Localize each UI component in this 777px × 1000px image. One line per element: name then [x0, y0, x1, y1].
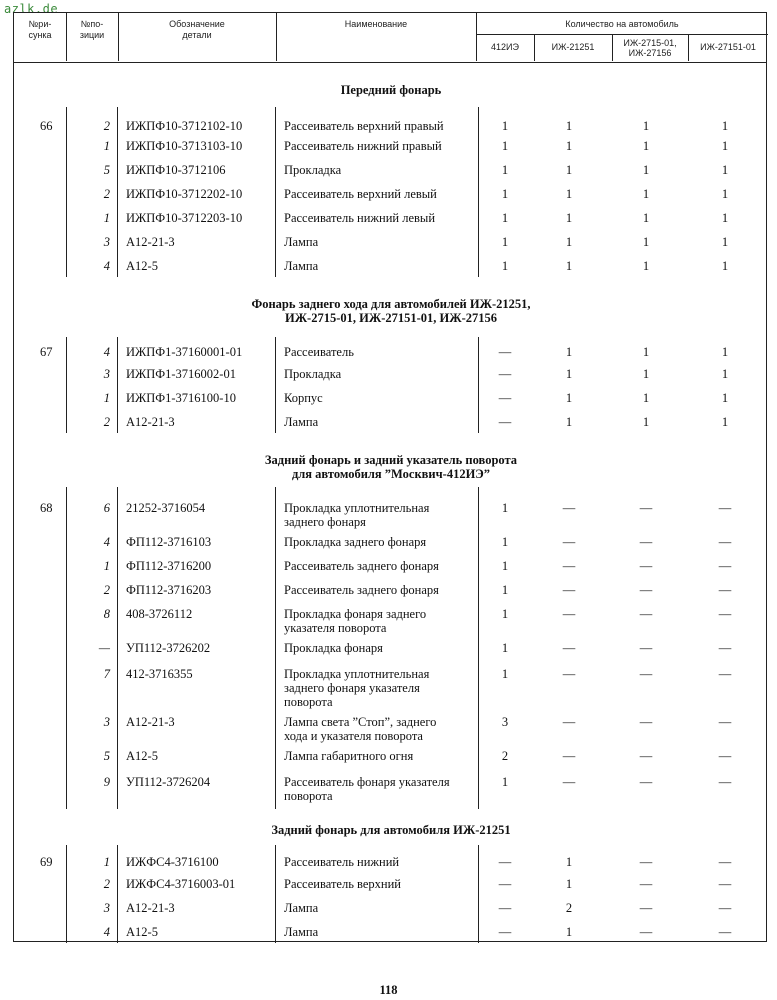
header-izh-21251: ИЖ-21251: [551, 42, 595, 52]
position-number: 6: [103, 501, 110, 515]
section-title: Задний фонарь для автомобиля ИЖ-21251: [271, 823, 511, 837]
position-number: 5: [103, 163, 110, 177]
position-number: 1: [103, 559, 110, 573]
quantity-cell: —: [718, 775, 732, 789]
quantity-cell: —: [639, 749, 653, 763]
position-number: 2: [103, 877, 110, 891]
header-quantity: Количество на автомобиль: [565, 19, 679, 29]
part-name: Лампа: [284, 925, 319, 939]
quantity-cell: —: [639, 715, 653, 729]
quantity-cell: 1: [565, 163, 573, 177]
quantity-cell: —: [718, 535, 732, 549]
part-designation: ИЖПФ10-3712102-10: [126, 119, 243, 133]
position-number: 2: [103, 119, 110, 133]
part-name: Рассеиватель верхний: [284, 877, 401, 891]
quantity-cell: —: [639, 607, 653, 621]
watermark: azlk.de: [4, 2, 59, 16]
part-name: Прокладка: [284, 163, 342, 177]
position-number: 3: [103, 901, 110, 915]
quantity-cell: 1: [642, 139, 650, 153]
part-name: Рассеиватель нижний правый: [284, 139, 442, 153]
quantity-cell: —: [498, 345, 512, 359]
quantity-cell: 1: [501, 259, 509, 273]
part-name: Корпус: [284, 391, 323, 405]
position-number: 8: [103, 607, 110, 621]
quantity-cell: 1: [721, 211, 729, 225]
quantity-cell: 1: [501, 641, 509, 655]
header-position: №по- зиции: [79, 19, 105, 40]
part-name: Лампа: [284, 901, 319, 915]
part-name: Лампа: [284, 235, 319, 249]
part-designation: ФП112-3716203: [126, 583, 212, 597]
quantity-cell: —: [718, 877, 732, 891]
position-number: 2: [103, 583, 110, 597]
part-name: Рассеиватель заднего фонаря: [284, 583, 439, 597]
position-number: 2: [103, 415, 110, 429]
part-designation: А12-5: [126, 259, 158, 273]
quantity-cell: —: [562, 559, 576, 573]
quantity-cell: 1: [501, 211, 509, 225]
quantity-cell: 1: [642, 415, 650, 429]
quantity-cell: —: [498, 925, 512, 939]
part-designation: А12-21-3: [126, 901, 175, 915]
part-name: Лампа света ”Стоп”, заднего хода и указателя поворота: [284, 715, 437, 743]
position-number: 5: [103, 749, 110, 763]
quantity-cell: —: [639, 925, 653, 939]
quantity-cell: 1: [501, 607, 509, 621]
quantity-cell: —: [718, 925, 732, 939]
header-name: Наименование: [344, 19, 408, 29]
section-title: Передний фонарь: [340, 83, 442, 97]
part-name: Рассеиватель заднего фонаря: [284, 559, 439, 573]
part-name: Прокладка фонаря заднего указателя поворота: [284, 607, 427, 635]
page-number: 118: [379, 983, 398, 997]
quantity-cell: 1: [565, 925, 573, 939]
position-number: 1: [103, 211, 110, 225]
quantity-cell: —: [498, 367, 512, 381]
part-designation: ИЖФС4-3716003-01: [126, 877, 236, 891]
part-name: Лампа габаритного огня: [284, 749, 414, 763]
quantity-cell: —: [562, 607, 576, 621]
quantity-cell: —: [562, 501, 576, 515]
quantity-cell: 1: [565, 119, 573, 133]
quantity-cell: —: [639, 901, 653, 915]
part-designation: ИЖПФ1-3716002-01: [126, 367, 236, 381]
header-figure: №ри- сунка: [28, 19, 52, 40]
quantity-cell: 1: [565, 367, 573, 381]
quantity-cell: 1: [642, 187, 650, 201]
quantity-cell: 1: [642, 345, 650, 359]
section-title: Задний фонарь и задний указатель поворота для автомобиля ”Москвич-412ИЭ”: [264, 453, 518, 481]
position-number: 4: [103, 345, 110, 359]
section-title: Фонарь заднего хода для автомобилей ИЖ-21251, ИЖ-2715-01, ИЖ-27151-01, ИЖ-27156: [251, 297, 531, 325]
quantity-cell: 1: [501, 501, 509, 515]
part-designation: А12-5: [126, 749, 158, 763]
part-name: Рассеиватель нижний левый: [284, 211, 436, 225]
quantity-cell: 1: [501, 775, 509, 789]
part-name: Рассеиватель фонаря указателя поворота: [284, 775, 450, 803]
position-number: 4: [103, 259, 110, 273]
quantity-cell: —: [498, 901, 512, 915]
quantity-cell: —: [639, 775, 653, 789]
quantity-cell: —: [718, 715, 732, 729]
part-name: Рассеиватель верхний левый: [284, 187, 437, 201]
quantity-cell: —: [639, 855, 653, 869]
header-izh-2715: ИЖ-2715-01, ИЖ-27156: [623, 38, 677, 58]
position-number: 1: [103, 139, 110, 153]
quantity-cell: 1: [642, 119, 650, 133]
part-designation: ИЖФС4-3716100: [126, 855, 219, 869]
part-name: Рассеиватель: [284, 345, 354, 359]
part-designation: А12-21-3: [126, 235, 175, 249]
part-designation: ИЖПФ1-3716100-10: [126, 391, 236, 405]
parts-table: [13, 12, 767, 942]
quantity-cell: —: [562, 775, 576, 789]
quantity-cell: 1: [565, 415, 573, 429]
part-designation: ФП112-3716103: [126, 535, 212, 549]
quantity-cell: 1: [721, 187, 729, 201]
quantity-cell: —: [498, 855, 512, 869]
position-number: 4: [103, 535, 110, 549]
quantity-cell: —: [639, 877, 653, 891]
position-number: 3: [103, 235, 110, 249]
part-designation: ФП112-3716200: [126, 559, 212, 573]
quantity-cell: 1: [565, 235, 573, 249]
part-designation: ИЖПФ10-3713103-10: [126, 139, 243, 153]
quantity-cell: 1: [642, 259, 650, 273]
quantity-cell: 1: [501, 535, 509, 549]
quantity-cell: 2: [565, 901, 573, 915]
quantity-cell: —: [639, 667, 653, 681]
quantity-cell: 1: [501, 119, 509, 133]
part-designation: 21252-3716054: [126, 501, 206, 515]
quantity-cell: —: [562, 583, 576, 597]
quantity-cell: —: [562, 641, 576, 655]
part-designation: ИЖПФ10-3712203-10: [126, 211, 243, 225]
part-name: Прокладка заднего фонаря: [284, 535, 427, 549]
quantity-cell: 1: [565, 855, 573, 869]
position-number: 3: [103, 367, 110, 381]
quantity-cell: 2: [501, 749, 509, 763]
quantity-cell: 3: [501, 715, 509, 729]
quantity-cell: —: [562, 535, 576, 549]
part-designation: А12-5: [126, 925, 158, 939]
quantity-cell: 1: [565, 211, 573, 225]
quantity-cell: 1: [721, 415, 729, 429]
quantity-cell: 1: [642, 367, 650, 381]
quantity-cell: —: [498, 415, 512, 429]
header-designation: Обозначение детали: [169, 19, 225, 40]
quantity-cell: 1: [642, 391, 650, 405]
quantity-cell: —: [562, 715, 576, 729]
position-number: 2: [103, 187, 110, 201]
part-designation: ИЖПФ1-37160001-01: [126, 345, 243, 359]
position-number: 7: [103, 667, 110, 681]
quantity-cell: —: [639, 559, 653, 573]
part-designation: 412-3716355: [126, 667, 193, 681]
part-designation: 408-3726112: [126, 607, 193, 621]
quantity-cell: —: [718, 749, 732, 763]
quantity-cell: 1: [642, 211, 650, 225]
quantity-cell: —: [562, 667, 576, 681]
quantity-cell: —: [718, 583, 732, 597]
quantity-cell: —: [718, 855, 732, 869]
figure-number: 68: [40, 501, 53, 515]
part-name: Прокладка уплотнительная заднего фонаря указателя поворота: [284, 667, 430, 709]
part-name: Рассеиватель верхний правый: [284, 119, 444, 133]
quantity-cell: 1: [642, 235, 650, 249]
header-412ie: 412ИЭ: [491, 42, 519, 52]
part-name: Лампа: [284, 415, 319, 429]
quantity-cell: —: [562, 749, 576, 763]
part-designation: УП112-3726202: [126, 641, 211, 655]
part-designation: А12-21-3: [126, 415, 175, 429]
quantity-cell: 1: [501, 187, 509, 201]
quantity-cell: 1: [501, 667, 509, 681]
quantity-cell: 1: [565, 877, 573, 891]
quantity-cell: —: [718, 501, 732, 515]
part-designation: УП112-3726204: [126, 775, 211, 789]
quantity-cell: 1: [721, 391, 729, 405]
quantity-cell: 1: [721, 259, 729, 273]
position-number: 3: [103, 715, 110, 729]
quantity-cell: —: [639, 583, 653, 597]
quantity-cell: 1: [721, 235, 729, 249]
quantity-cell: —: [639, 535, 653, 549]
quantity-cell: —: [718, 641, 732, 655]
quantity-cell: 1: [501, 583, 509, 597]
position-number: 1: [103, 855, 110, 869]
quantity-cell: 1: [642, 163, 650, 177]
position-number: —: [98, 641, 110, 655]
quantity-cell: 1: [721, 139, 729, 153]
quantity-cell: 1: [721, 345, 729, 359]
quantity-cell: 1: [721, 163, 729, 177]
quantity-cell: —: [639, 641, 653, 655]
quantity-cell: 1: [501, 163, 509, 177]
part-name: Прокладка уплотнительная заднего фонаря: [284, 501, 430, 529]
quantity-cell: 1: [565, 391, 573, 405]
figure-number: 67: [40, 345, 53, 359]
quantity-cell: —: [718, 607, 732, 621]
part-designation: ИЖПФ10-3712106: [126, 163, 226, 177]
quantity-cell: 1: [565, 259, 573, 273]
quantity-cell: —: [718, 667, 732, 681]
quantity-cell: 1: [501, 139, 509, 153]
quantity-cell: —: [718, 901, 732, 915]
header-izh-27151: ИЖ-27151-01: [700, 42, 756, 52]
part-designation: ИЖПФ10-3712202-10: [126, 187, 243, 201]
position-number: 9: [103, 775, 110, 789]
quantity-cell: —: [498, 391, 512, 405]
figure-number: 69: [40, 855, 53, 869]
quantity-cell: —: [718, 559, 732, 573]
part-name: Прокладка фонаря: [284, 641, 383, 655]
quantity-cell: 1: [565, 345, 573, 359]
quantity-cell: 1: [501, 559, 509, 573]
table-header: [14, 13, 766, 63]
quantity-cell: 1: [721, 367, 729, 381]
figure-number: 66: [40, 119, 53, 133]
position-number: 1: [103, 391, 110, 405]
quantity-cell: 1: [565, 139, 573, 153]
quantity-cell: —: [639, 501, 653, 515]
part-name: Прокладка: [284, 367, 342, 381]
position-number: 4: [103, 925, 110, 939]
part-designation: А12-21-3: [126, 715, 175, 729]
part-name: Лампа: [284, 259, 319, 273]
part-name: Рассеиватель нижний: [284, 855, 400, 869]
quantity-cell: 1: [565, 187, 573, 201]
quantity-cell: 1: [721, 119, 729, 133]
quantity-cell: —: [498, 877, 512, 891]
quantity-cell: 1: [501, 235, 509, 249]
